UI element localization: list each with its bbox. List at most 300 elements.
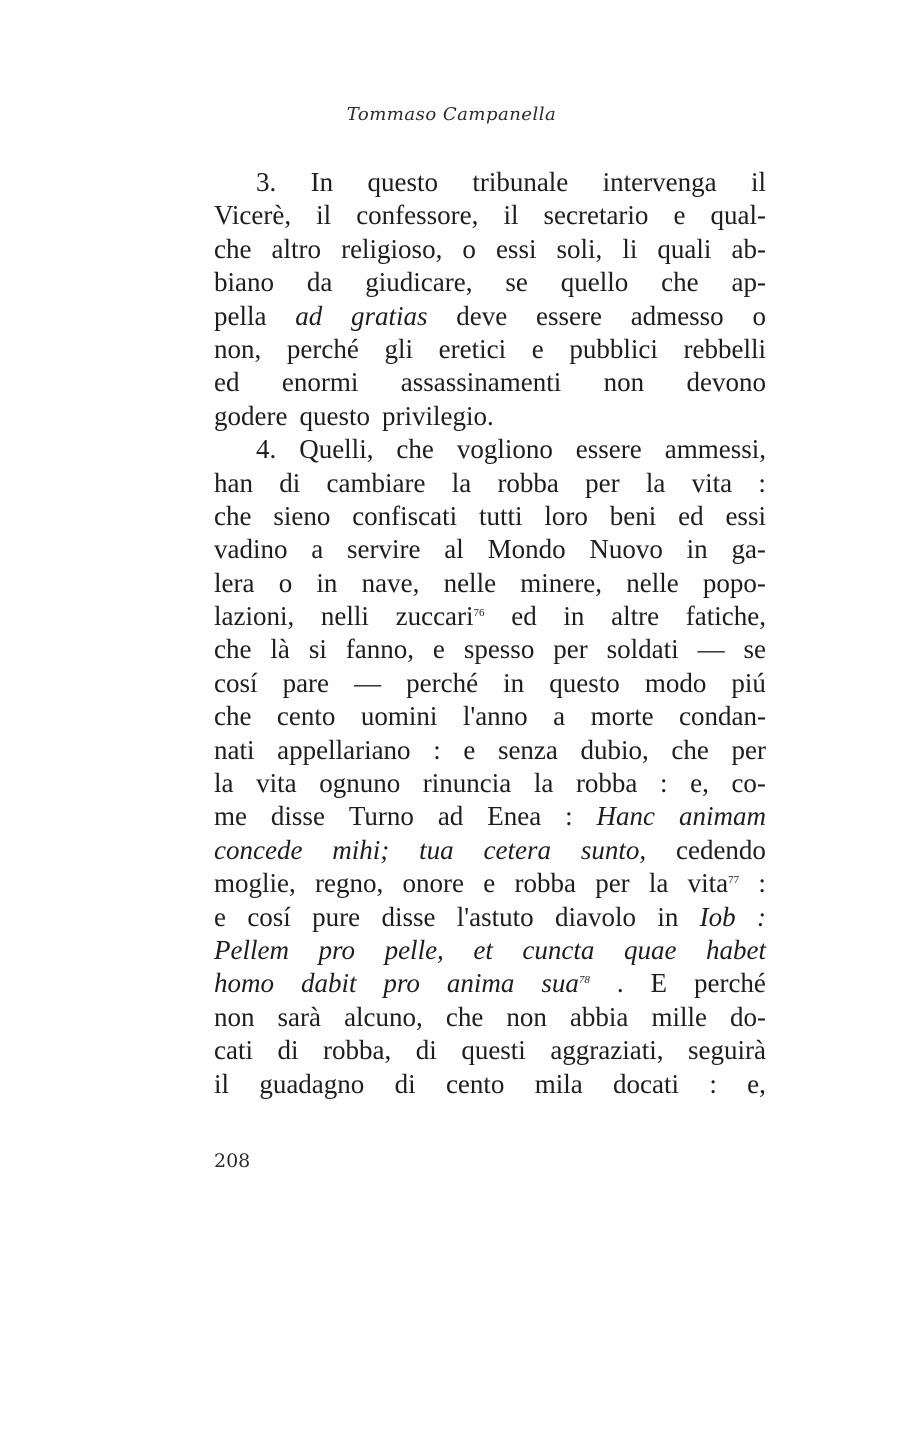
word — [555, 901, 636, 934]
word — [617, 967, 624, 1000]
word — [624, 934, 676, 967]
word-text: l'anno — [462, 701, 528, 732]
word — [687, 366, 766, 399]
word-text: godere — [214, 400, 288, 431]
word-text: robba — [575, 768, 638, 799]
word — [256, 166, 276, 199]
word — [344, 1001, 423, 1034]
word-text: 4. — [256, 434, 277, 465]
word-text: ammessi, — [664, 434, 766, 465]
word — [730, 1001, 766, 1034]
word-text: et — [473, 934, 493, 965]
word-text: modo — [644, 667, 707, 698]
word-text: non — [214, 1001, 255, 1032]
word — [419, 834, 454, 867]
word-text: e — [463, 734, 476, 765]
word-text: non, — [214, 333, 262, 364]
word — [557, 233, 603, 266]
word — [522, 934, 594, 967]
word — [457, 901, 534, 934]
word-text: a — [553, 701, 566, 732]
word — [401, 366, 561, 399]
word — [569, 333, 658, 366]
text-line — [214, 300, 766, 333]
text-line — [214, 834, 766, 867]
word-text: piú — [731, 667, 766, 698]
word-text: biano — [214, 267, 274, 298]
text-line — [214, 901, 766, 934]
word — [483, 867, 495, 900]
word — [214, 600, 294, 633]
word — [520, 567, 602, 600]
word-text: rinuncia — [422, 768, 512, 799]
word-text: Pellem — [214, 934, 289, 965]
word — [396, 600, 485, 633]
text-line — [214, 867, 766, 900]
word — [479, 500, 523, 533]
word-text: che — [214, 701, 252, 732]
word — [565, 800, 573, 833]
word — [273, 500, 330, 533]
word-text: vita — [691, 467, 733, 498]
word-text: la — [648, 868, 669, 899]
word-text: Enea — [487, 801, 542, 832]
word-text: disse — [381, 901, 436, 932]
word — [433, 633, 445, 666]
word-text: zuccari — [395, 601, 474, 632]
word-text: o — [278, 567, 293, 598]
word-text: homo — [214, 968, 274, 999]
word — [473, 934, 493, 967]
body-text — [214, 166, 766, 1101]
word — [362, 567, 420, 600]
word — [570, 1001, 628, 1034]
word — [657, 901, 678, 934]
word-text: pelle, — [384, 934, 444, 965]
word-text: ed — [214, 367, 240, 398]
word-text: la — [533, 768, 554, 799]
word — [365, 266, 472, 299]
text-line — [214, 500, 766, 533]
word-text: vadino — [214, 534, 288, 565]
word-text: quello — [560, 267, 629, 298]
word-text: li — [622, 233, 638, 264]
word — [645, 667, 707, 700]
word-text: Iob — [699, 901, 736, 932]
word — [657, 233, 711, 266]
word — [214, 867, 296, 900]
word-text: nave, — [361, 567, 420, 598]
word — [472, 166, 568, 199]
word-text: : — [565, 801, 573, 832]
text-line — [214, 667, 766, 700]
word — [661, 266, 698, 299]
word — [626, 567, 678, 600]
word-text: pare — [282, 667, 330, 698]
word — [673, 199, 685, 232]
word-text: mille — [651, 1001, 707, 1032]
footnote-marker: 76 — [473, 607, 485, 620]
word-text: nelli — [320, 601, 369, 632]
word — [646, 467, 666, 500]
word-text: onore — [402, 868, 464, 899]
word — [347, 533, 420, 566]
word-text: Mondo — [487, 534, 566, 565]
word-text: ap- — [731, 267, 766, 298]
word-text: gratias — [350, 300, 428, 331]
word — [214, 500, 251, 533]
word-text: quali — [657, 233, 712, 264]
word — [457, 433, 553, 466]
word — [496, 233, 537, 266]
word-text: E — [650, 968, 668, 999]
word — [757, 901, 766, 934]
word-text: al — [444, 534, 464, 565]
word-text: Nuovo — [589, 534, 663, 565]
word-text: fatiche, — [685, 601, 766, 632]
word-text: qual- — [710, 200, 766, 231]
text-line — [214, 533, 766, 566]
word — [309, 633, 327, 666]
word-text: e — [483, 868, 496, 899]
word — [731, 667, 766, 700]
word — [423, 767, 511, 800]
word — [402, 867, 463, 900]
word — [456, 300, 507, 333]
word — [438, 800, 463, 833]
word-text: do- — [729, 1001, 766, 1032]
word — [279, 567, 293, 600]
word-text: e, — [747, 1068, 766, 1099]
text-line — [214, 433, 766, 466]
word-text: uomini — [360, 701, 438, 732]
word-text: — — [697, 634, 725, 665]
word — [711, 199, 766, 232]
word-text: : — [758, 868, 766, 899]
text-line — [214, 166, 766, 199]
word — [563, 600, 584, 633]
word — [597, 800, 655, 833]
word — [349, 800, 414, 833]
word-text: essi — [725, 500, 766, 531]
word-text: cento — [445, 1068, 505, 1099]
word-text: : — [660, 768, 668, 799]
word-text: beni — [609, 500, 657, 531]
word — [356, 199, 478, 232]
word — [731, 533, 765, 566]
word — [576, 433, 642, 466]
word — [282, 366, 358, 399]
word-text: di — [394, 1068, 416, 1099]
word-text: e — [432, 634, 445, 665]
word — [271, 800, 325, 833]
word — [732, 734, 766, 767]
word — [535, 1068, 583, 1101]
word-text: cuncta — [522, 934, 595, 965]
word — [354, 667, 381, 700]
word — [256, 433, 276, 466]
word-text: han — [214, 467, 253, 498]
word — [341, 233, 442, 266]
text-line — [214, 734, 766, 767]
word — [700, 901, 736, 934]
word-text: 3. — [256, 167, 277, 197]
word — [351, 300, 428, 333]
word-text: tua — [419, 834, 454, 865]
word — [690, 767, 709, 800]
running-head: Tommaso Campanella — [346, 104, 557, 125]
word — [214, 400, 287, 433]
word — [214, 800, 247, 833]
text-line — [214, 400, 766, 433]
word — [686, 600, 766, 633]
word — [247, 901, 291, 934]
word — [277, 700, 335, 733]
text-line — [214, 967, 766, 1000]
word-text: questo — [549, 667, 620, 698]
word — [631, 300, 724, 333]
word-text: la — [451, 467, 472, 498]
word-text: : — [433, 734, 441, 765]
word — [367, 166, 438, 199]
word-text: condan- — [679, 701, 766, 732]
word — [536, 300, 602, 333]
word-text: cati — [214, 1035, 253, 1066]
word — [725, 500, 766, 533]
word — [346, 633, 414, 666]
word-text: questo — [299, 400, 370, 431]
word-text: cambiare — [326, 467, 426, 498]
word — [214, 834, 302, 867]
word-text: regno, — [315, 868, 384, 899]
word-text: nelle — [626, 567, 679, 598]
word-text: per — [595, 868, 630, 899]
word — [581, 734, 649, 767]
word-text: seguirà — [688, 1035, 766, 1066]
word — [319, 934, 356, 967]
word — [214, 901, 226, 934]
word — [214, 767, 234, 800]
word-text: perché — [406, 667, 479, 698]
word — [698, 633, 725, 666]
word — [327, 467, 426, 500]
word-text: mila — [534, 1068, 583, 1099]
word-text: la — [645, 467, 666, 498]
word — [679, 800, 766, 833]
word — [272, 233, 321, 266]
word-text: ga- — [731, 534, 766, 565]
word — [311, 166, 334, 199]
word — [550, 1034, 663, 1067]
word-text: appellariano — [277, 734, 411, 765]
word — [381, 901, 435, 934]
word — [731, 767, 765, 800]
word-text: di — [279, 467, 301, 498]
word — [544, 500, 588, 533]
word — [446, 1068, 504, 1101]
word-text: senza — [497, 734, 558, 765]
word — [283, 667, 329, 700]
word-text: e — [531, 333, 544, 364]
word-text: in — [686, 534, 708, 565]
word-text: religioso, — [341, 233, 443, 264]
word — [604, 366, 645, 399]
word — [709, 1068, 717, 1101]
word-text: minere, — [520, 567, 602, 598]
text-line — [214, 767, 766, 800]
word — [214, 633, 251, 666]
word-text: spesso — [463, 634, 535, 665]
word — [591, 700, 654, 733]
word — [514, 867, 575, 900]
word — [561, 266, 629, 299]
word — [622, 233, 637, 266]
text-line — [214, 1068, 766, 1101]
word — [651, 967, 668, 1000]
word — [589, 533, 663, 566]
word-text: in — [563, 601, 585, 632]
word — [214, 199, 291, 232]
word-text: rebbelli — [683, 333, 766, 364]
word — [406, 667, 478, 700]
word — [687, 533, 708, 566]
word — [307, 266, 332, 299]
word — [214, 233, 251, 266]
word-text: sieno — [273, 500, 331, 531]
word — [447, 967, 515, 1000]
word — [732, 266, 766, 299]
word — [676, 834, 766, 867]
word — [613, 1068, 679, 1101]
word — [544, 199, 649, 232]
word — [416, 1034, 437, 1067]
word — [383, 967, 420, 1000]
word — [311, 533, 323, 566]
word-text: Hanc — [596, 801, 656, 832]
word — [279, 467, 300, 500]
word-text: soli, — [556, 233, 603, 264]
word-text: da — [306, 267, 333, 298]
word-text: abbia — [569, 1001, 629, 1032]
word-text: ab- — [731, 233, 766, 264]
text-line — [214, 233, 766, 266]
word-text: nati — [214, 734, 255, 765]
word-text: a — [311, 534, 324, 565]
word-text: quae — [623, 934, 677, 965]
word-text: intervenga — [602, 167, 717, 197]
word-text: di — [415, 1035, 437, 1066]
word-text: vogliono — [456, 434, 553, 465]
word-text: popo- — [702, 567, 766, 598]
word — [758, 867, 766, 900]
word-text: e, — [690, 768, 709, 799]
word-text: cento — [276, 701, 336, 732]
word — [688, 867, 740, 900]
word-text: cosí — [247, 901, 291, 932]
word-text: pubblici — [569, 333, 658, 364]
word — [462, 233, 476, 266]
word-text: ognuno — [319, 768, 401, 799]
word — [671, 734, 708, 767]
word-text: tutti — [479, 500, 523, 531]
word-text: se — [743, 634, 766, 665]
word — [256, 767, 297, 800]
word-text: : — [709, 1068, 717, 1099]
word — [603, 166, 717, 199]
word — [497, 467, 558, 500]
word — [463, 700, 528, 733]
word-text: in — [316, 567, 338, 598]
word — [731, 233, 765, 266]
word-text: si — [308, 634, 327, 665]
word-text: pure — [312, 901, 361, 932]
word-text: robba, — [323, 1035, 392, 1066]
word — [214, 533, 288, 566]
word-text: . — [616, 968, 624, 999]
text-line — [214, 633, 766, 666]
word — [214, 700, 251, 733]
word — [752, 300, 766, 333]
word-text: vita — [256, 768, 297, 799]
word-text: per — [553, 634, 588, 665]
word — [444, 533, 464, 566]
word — [610, 500, 657, 533]
word-text: lera — [214, 567, 255, 598]
word — [396, 433, 433, 466]
word — [385, 934, 444, 967]
word — [446, 1001, 483, 1034]
word-text: assassinamenti — [400, 367, 562, 398]
page-number: 208 — [214, 1150, 251, 1172]
word — [332, 834, 389, 867]
word-text: fanno, — [345, 634, 414, 665]
word — [270, 633, 290, 666]
word — [287, 333, 359, 366]
word — [323, 1034, 391, 1067]
word-text: se — [505, 267, 528, 298]
word-text: In — [310, 167, 334, 197]
word — [487, 800, 541, 833]
word-text: vita — [687, 868, 729, 899]
word-text: co- — [731, 768, 766, 799]
word-text: il — [214, 1068, 230, 1099]
word — [301, 967, 357, 1000]
word — [316, 199, 331, 232]
text-line — [214, 567, 766, 600]
word — [214, 967, 274, 1000]
word — [299, 433, 373, 466]
word — [660, 767, 668, 800]
word-text: o — [752, 300, 766, 331]
word-text: mihi; — [332, 834, 390, 865]
word-text: soldati — [606, 634, 679, 665]
word — [665, 433, 766, 466]
word-text: questi — [461, 1035, 526, 1066]
word — [312, 901, 360, 934]
text-line — [214, 934, 766, 967]
word-text: la — [214, 768, 234, 799]
word-text: anima — [446, 968, 515, 999]
word-text: robba — [497, 467, 559, 498]
word — [484, 834, 551, 867]
word — [315, 867, 383, 900]
word — [384, 333, 413, 366]
word-text: il — [503, 200, 519, 231]
word-text: cosí — [214, 667, 258, 698]
word — [214, 934, 289, 967]
word — [352, 500, 457, 533]
word-text: ad — [295, 300, 323, 331]
